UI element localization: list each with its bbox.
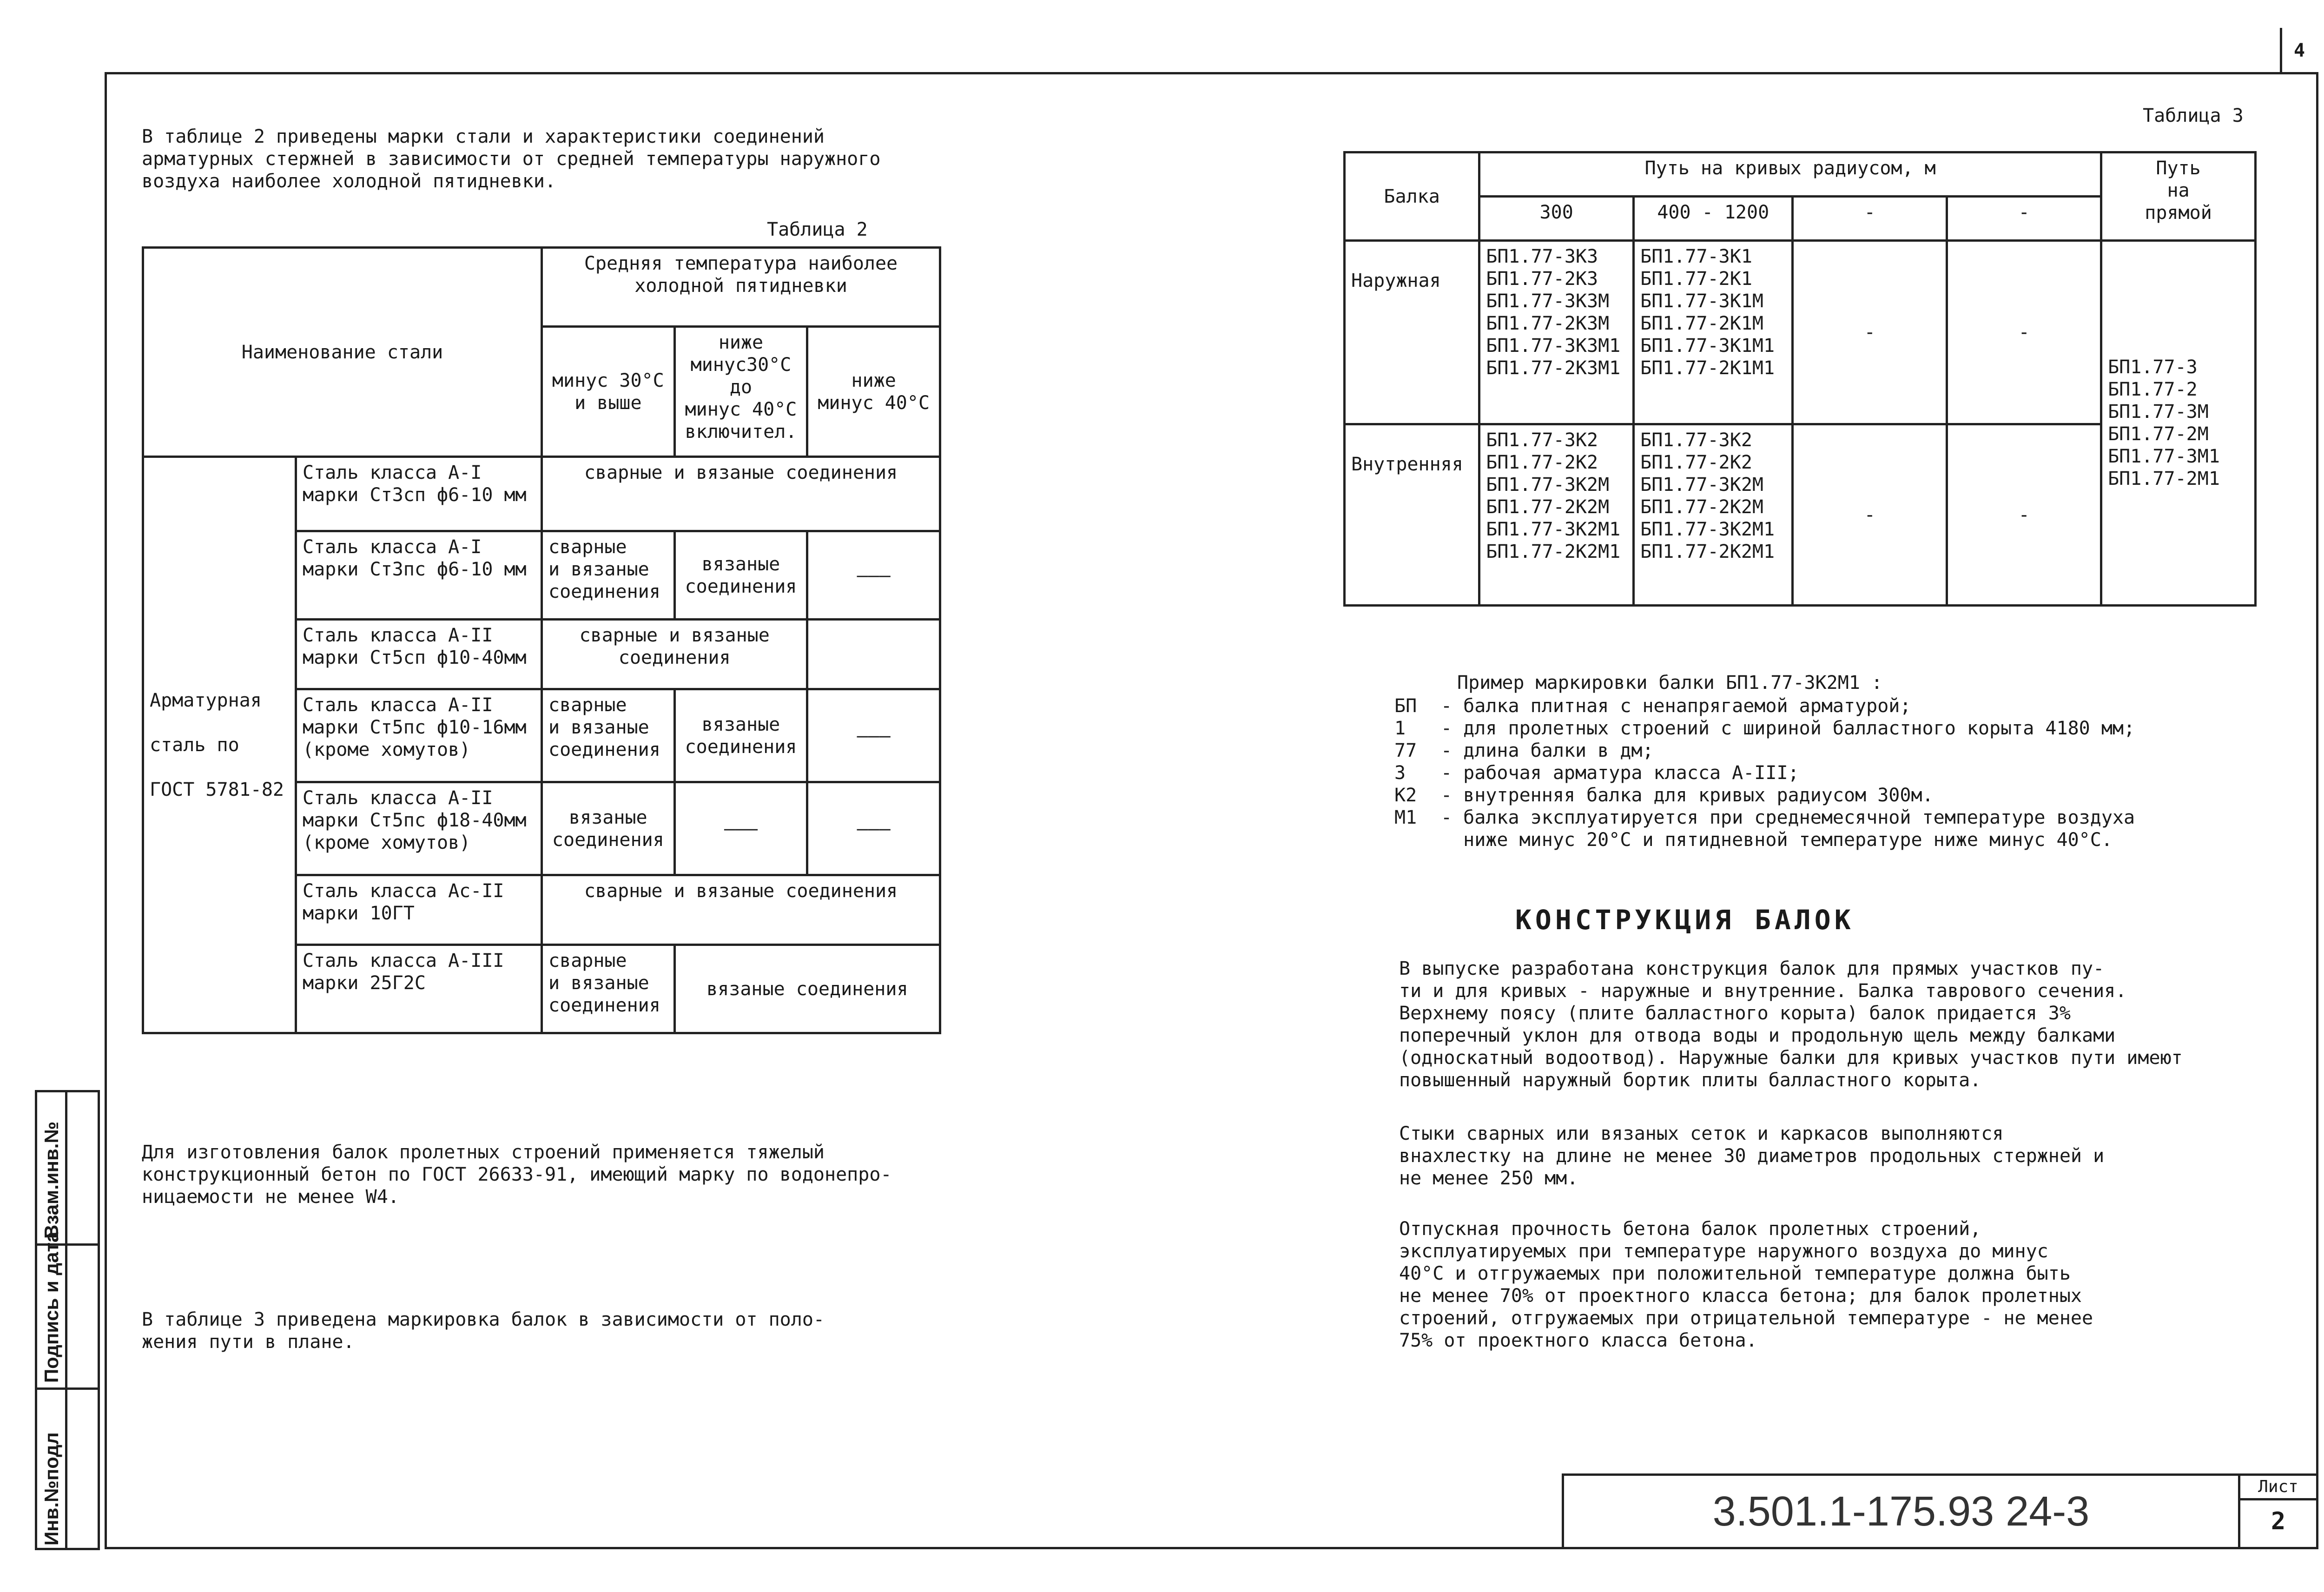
table2-row-span: сварные и вязаные соединения <box>542 620 807 689</box>
group-label-1: Арматурная <box>150 689 262 711</box>
example-key: 77 <box>1394 740 1417 761</box>
example-key: 3 <box>1394 762 1406 784</box>
table3-caption: Таблица 3 <box>2143 105 2244 126</box>
example-line <box>1394 784 2278 806</box>
example-key: К2 <box>1394 785 1417 806</box>
example-value: - балка плитная с ненапрягаемой арматурой; <box>1441 695 1911 717</box>
table3-rdash: - <box>1947 197 2101 241</box>
table3-outer-400: БП1.77-3К1 БП1.77-2К1 БП1.77-3К1М БП1.77-2К1М БП1.77-3К1М1 БП1.77-2К1М1 <box>1634 241 1793 424</box>
table2-cell: вязаные соединения <box>542 782 675 875</box>
table2-col1: минус 30°С и выше <box>542 327 675 457</box>
table2-caption: Таблица 2 <box>767 219 868 240</box>
table2-cell: вязаные соединения <box>674 689 807 782</box>
table-2 <box>142 246 941 1034</box>
example-value: - для пролетных строений с шириной балластного корыта 4180 мм; <box>1441 718 2135 739</box>
table2-row-name: Сталь класса А-III марки 25Г2С <box>296 945 542 1033</box>
example-line <box>1394 717 2278 740</box>
table3-col-straight: Путь на прямой <box>2101 152 2256 241</box>
table3-dash-cell: - <box>1947 241 2101 424</box>
table3-outer-300: БП1.77-3К3 БП1.77-2К3 БП1.77-3К3М БП1.77-2К3М БП1.77-3К3М1 БП1.77-2К3М1 <box>1479 241 1634 424</box>
table3-dash-cell: - <box>1793 424 1947 606</box>
table2-col3: ниже минус 40°С <box>807 327 940 457</box>
example-line <box>1394 695 2278 717</box>
example-value: - рабочая арматура класса А-III; <box>1441 762 1799 784</box>
sheet-label: Лист <box>2240 1476 2316 1500</box>
intro-table3: В таблице 3 приведена маркировка балок в зависимости от поло- жения пути в плане. <box>142 1309 825 1353</box>
table2-cell: ——— <box>807 689 940 782</box>
example-title: Пример маркировки балки БП1.77-3К2М1 : <box>1457 672 1883 694</box>
table2-cell: вязаные соединения <box>674 945 940 1033</box>
table-3 <box>1343 151 2257 607</box>
example-key: БП <box>1394 695 1417 717</box>
table3-straight-list: БП1.77-3 БП1.77-2 БП1.77-3М БП1.77-2М БП1.77-3М1 БП1.77-2М1 <box>2101 241 2256 606</box>
table3-dash-cell: - <box>1793 241 1947 424</box>
doc-number: 3.501.1-175.93 24-3 <box>1712 1488 2090 1535</box>
table2-row-span: сварные и вязаные соединения <box>542 875 940 945</box>
example-list <box>1394 695 2278 851</box>
intro-table2: В таблице 2 приведены марки стали и характеристики соединений арматурных стержней в зависимости от средней температуры наружного воздуха наиболее холодной пятидневки. <box>142 126 881 192</box>
paragraph-strength: Отпускная прочность бетона балок пролетных строений, эксплуатируемых при температуре наружного воздуха до минус 40°С и отгружаемых при положительной температуре должна быть не менее 70% от проектного класса бетона; для балок пролетных строений, отгружаемых при отрицательной температуре - не менее 75% от проектного класса бетона. <box>1399 1218 2093 1351</box>
table3-r300: 300 <box>1479 197 1634 241</box>
example-line <box>1394 762 2278 784</box>
side-label-inv-podl: Инв.№подл <box>40 1432 62 1546</box>
side-label-vzam-inv: Взам.инв.№ <box>40 1121 62 1239</box>
table2-head-name: Наименование стали <box>143 248 542 457</box>
paragraph-construction: В выпуске разработана конструкция балок для прямых участков пу- ти и для кривых - наружные и внутренние. Балка таврового сечения. Верхнему поясу (плите балластного корыта) балок придается 3% поперечный уклон для отвода воды и продольную щель между балками (односкатный водоотвод). Наружные балки для кривых участков пути имеют повышенный наружный бортик плиты балластного корыта. <box>1399 958 2183 1091</box>
paragraph-joints: Стыки сварных или вязаных сеток и каркасов выполняются внахлестку на длине не менее 30 диаметров продольных стержней и не менее 250 мм. <box>1399 1123 2105 1189</box>
example-line <box>1394 806 2278 851</box>
table2-row-name: Сталь класса А-I марки Ст3сп ф6-10 мм <box>296 457 542 531</box>
example-key: 1 <box>1394 718 1406 739</box>
section-heading: КОНСТРУКЦИЯ БАЛОК <box>1515 904 1855 936</box>
group-label-3: ГОСТ 5781-82 <box>150 779 284 800</box>
table2-cell: ——— <box>807 782 940 875</box>
table2-cell: вязаные соединения <box>674 531 807 620</box>
example-value: - длина балки в дм; <box>1441 740 1654 761</box>
table3-outer-label: Наружная <box>1345 241 1479 424</box>
example-value: - балка эксплуатируется при среднемесячной температуре воздуха ниже минус 20°С и пятидневной температуре ниже минус 40°С. <box>1441 807 2135 851</box>
example-key: М1 <box>1394 807 1417 828</box>
table2-cell: сварные и вязаные соединения <box>542 945 675 1033</box>
table3-dash-cell: - <box>1947 424 2101 606</box>
table2-cell: сварные и вязаные соединения <box>542 531 675 620</box>
table2-cell: ——— <box>807 531 940 620</box>
example-line <box>1394 740 2278 762</box>
side-stamp <box>35 1090 100 1550</box>
table2-row-name: Сталь класса Ас-II марки 10ГТ <box>296 875 542 945</box>
table3-inner-400: БП1.77-3К2 БП1.77-2К2 БП1.77-3К2М БП1.77-2К2М БП1.77-3К2М1 БП1.77-2К2М1 <box>1634 424 1793 606</box>
table2-row-name: Сталь класса А-II марки Ст5пс ф10-16мм (кроме хомутов) <box>296 689 542 782</box>
page-number-corner: 4 <box>2294 40 2305 61</box>
example-value: - внутренняя балка для кривых радиусом 300м. <box>1441 785 1934 806</box>
table2-head-temp: Средняя температура наиболее холодной пятидневки <box>542 248 940 327</box>
table2-row-name: Сталь класса А-II марки Ст5сп ф10-40мм <box>296 620 542 689</box>
table2-cell: сварные и вязаные соединения <box>542 689 675 782</box>
stamp-doc-number-box <box>1562 1473 2240 1548</box>
side-entry-column <box>65 1090 100 1550</box>
table2-group-label <box>143 457 296 1033</box>
table3-col-curve: Путь на кривых радиусом, м <box>1479 152 2101 197</box>
table2-row-name: Сталь класса А-I марки Ст3пс ф6-10 мм <box>296 531 542 620</box>
table3-r400: 400 - 1200 <box>1634 197 1793 241</box>
table3-col-beam: Балка <box>1345 152 1479 241</box>
table3-inner-label: Внутренняя <box>1345 424 1479 606</box>
table2-cell: ——— <box>674 782 807 875</box>
stamp-sheet-box <box>2238 1473 2318 1548</box>
table2-row-span: сварные и вязаные соединения <box>542 457 940 531</box>
corner-tick <box>2280 28 2282 72</box>
table2-row-name: Сталь класса А-II марки Ст5пс ф18-40мм (кроме хомутов) <box>296 782 542 875</box>
paragraph-concrete: Для изготовления балок пролетных строений применяется тяжелый конструкционный бетон по ГОСТ 26633-91, имеющий марку по водонепро- ницаемости не менее W4. <box>142 1142 892 1208</box>
group-label-2: сталь по <box>150 734 239 756</box>
side-label-podpis-data: Подпись и дата <box>40 1231 62 1383</box>
table2-col2: ниже минус30°С до минус 40°С включител. <box>674 327 807 457</box>
table3-rdash: - <box>1793 197 1947 241</box>
table3-inner-300: БП1.77-3К2 БП1.77-2К2 БП1.77-3К2М БП1.77-2К2М БП1.77-3К2М1 БП1.77-2К2М1 <box>1479 424 1634 606</box>
sheet-number: 2 <box>2271 1507 2286 1535</box>
side-divider <box>35 1387 100 1390</box>
